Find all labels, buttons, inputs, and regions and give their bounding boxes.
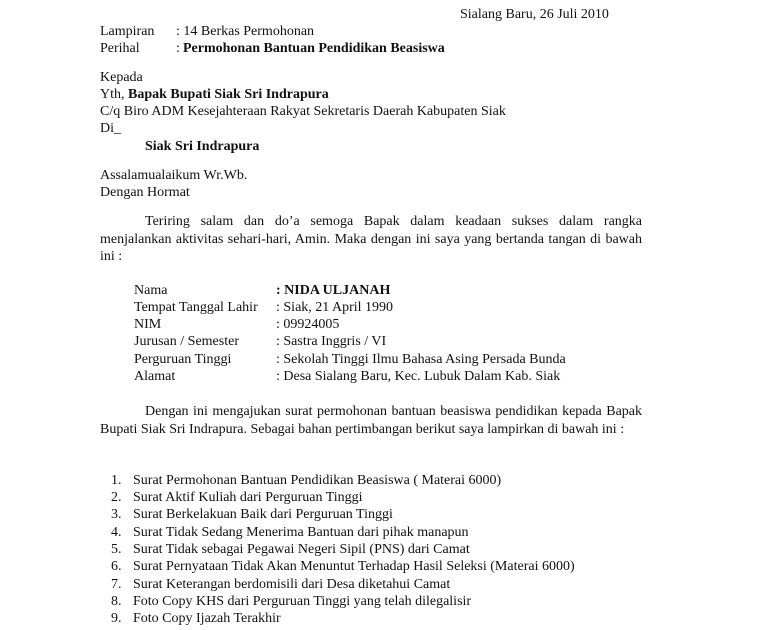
di-line: Di_: [100, 121, 121, 136]
list-item: 9. Foto Copy Ijazah Terakhir: [111, 611, 281, 626]
identity-label: Jurusan / Semester: [134, 334, 239, 349]
identity-row-jurusan: [134, 333, 386, 351]
identity-label: Perguruan Tinggi: [134, 352, 232, 367]
perihal-value: Permohonan Bantuan Pendidikan Beasiswa: [183, 41, 445, 56]
identity-row-ttl: [134, 299, 393, 317]
perihal-label: Perihal: [100, 41, 140, 56]
list-item: 1. Surat Permohonan Bantuan Pendidikan Beasiswa ( Materai 6000): [111, 473, 502, 488]
yth-prefix: Yth,: [100, 87, 125, 102]
list-item: 5. Surat Tidak sebagai Pegawai Negeri Sipil (PNS) dari Camat: [111, 542, 470, 557]
identity-value: : NIDA ULJANAH: [276, 283, 391, 298]
list-item: 7. Surat Keterangan berdomisili dari Desa diketahui Camat: [111, 577, 451, 592]
list-item: 3. Surat Berkelakuan Baik dari Perguruan Tinggi: [111, 507, 393, 522]
cq-line: C/q Biro ADM Kesejahteraan Rakyat Sekretaris Daerah Kabupaten Siak: [100, 104, 506, 119]
identity-label: Nama: [134, 283, 168, 298]
list-item: 4. Surat Tidak Sedang Menerima Bantuan dari pihak manapun: [111, 525, 469, 540]
identity-label: Tempat Tanggal Lahir: [134, 300, 258, 315]
list-item: 8. Foto Copy KHS dari Perguruan Tinggi yang telah dilegalisir: [111, 594, 472, 609]
identity-value: : Sastra Inggris / VI: [276, 334, 387, 349]
identity-value: : Desa Sialang Baru, Kec. Lubuk Dalam Kab. Siak: [276, 369, 561, 384]
yth-name: Bapak Bupati Siak Sri Indrapura: [128, 87, 329, 102]
kepada: Kepada: [100, 70, 143, 85]
identity-row-nama: [134, 282, 390, 300]
city: Siak Sri Indrapura: [145, 139, 260, 154]
identity-row-alamat: [134, 368, 560, 386]
lampiran-label: Lampiran: [100, 24, 155, 39]
list-item: 6. Surat Pernyataan Tidak Akan Menuntut Terhadap Hasil Seleksi (Materai 6000): [111, 559, 575, 574]
identity-label: Alamat: [134, 369, 176, 384]
list-item: 2. Surat Aktif Kuliah dari Perguruan Tinggi: [111, 490, 363, 505]
identity-label: NIM: [134, 317, 162, 332]
perihal-colon: :: [176, 41, 180, 56]
identity-value: : Siak, 21 April 1990: [276, 300, 394, 315]
identity-value: : 09924005: [276, 317, 340, 332]
place-date: Sialang Baru, 26 Juli 2010: [460, 7, 609, 22]
salam: Assalamualaikum Wr.Wb.: [100, 168, 248, 183]
paragraph-request: Dengan ini mengajukan surat permohonan bantuan beasiswa pendidikan kepada Bapak Bupati Siak Sri Indrapura. Sebagai bahan pertimbangan berikut saya lampirkan di bawah ini :: [100, 404, 642, 437]
hormat: Dengan Hormat: [100, 185, 190, 200]
identity-row-pt: [134, 351, 566, 369]
identity-value: : Sekolah Tinggi Ilmu Bahasa Asing Persada Bunda: [276, 352, 566, 367]
paragraph-intro: Teriring salam dan do’a semoga Bapak dalam keadaan sukses dalam rangka menjalankan aktivitas sehari-hari, Amin. Maka dengan ini saya yang bertanda tangan di bawah ini :: [100, 214, 642, 264]
identity-row-nim: [134, 316, 339, 334]
lampiran-value: : 14 Berkas Permohonan: [176, 24, 315, 39]
yth-line: [100, 86, 329, 104]
